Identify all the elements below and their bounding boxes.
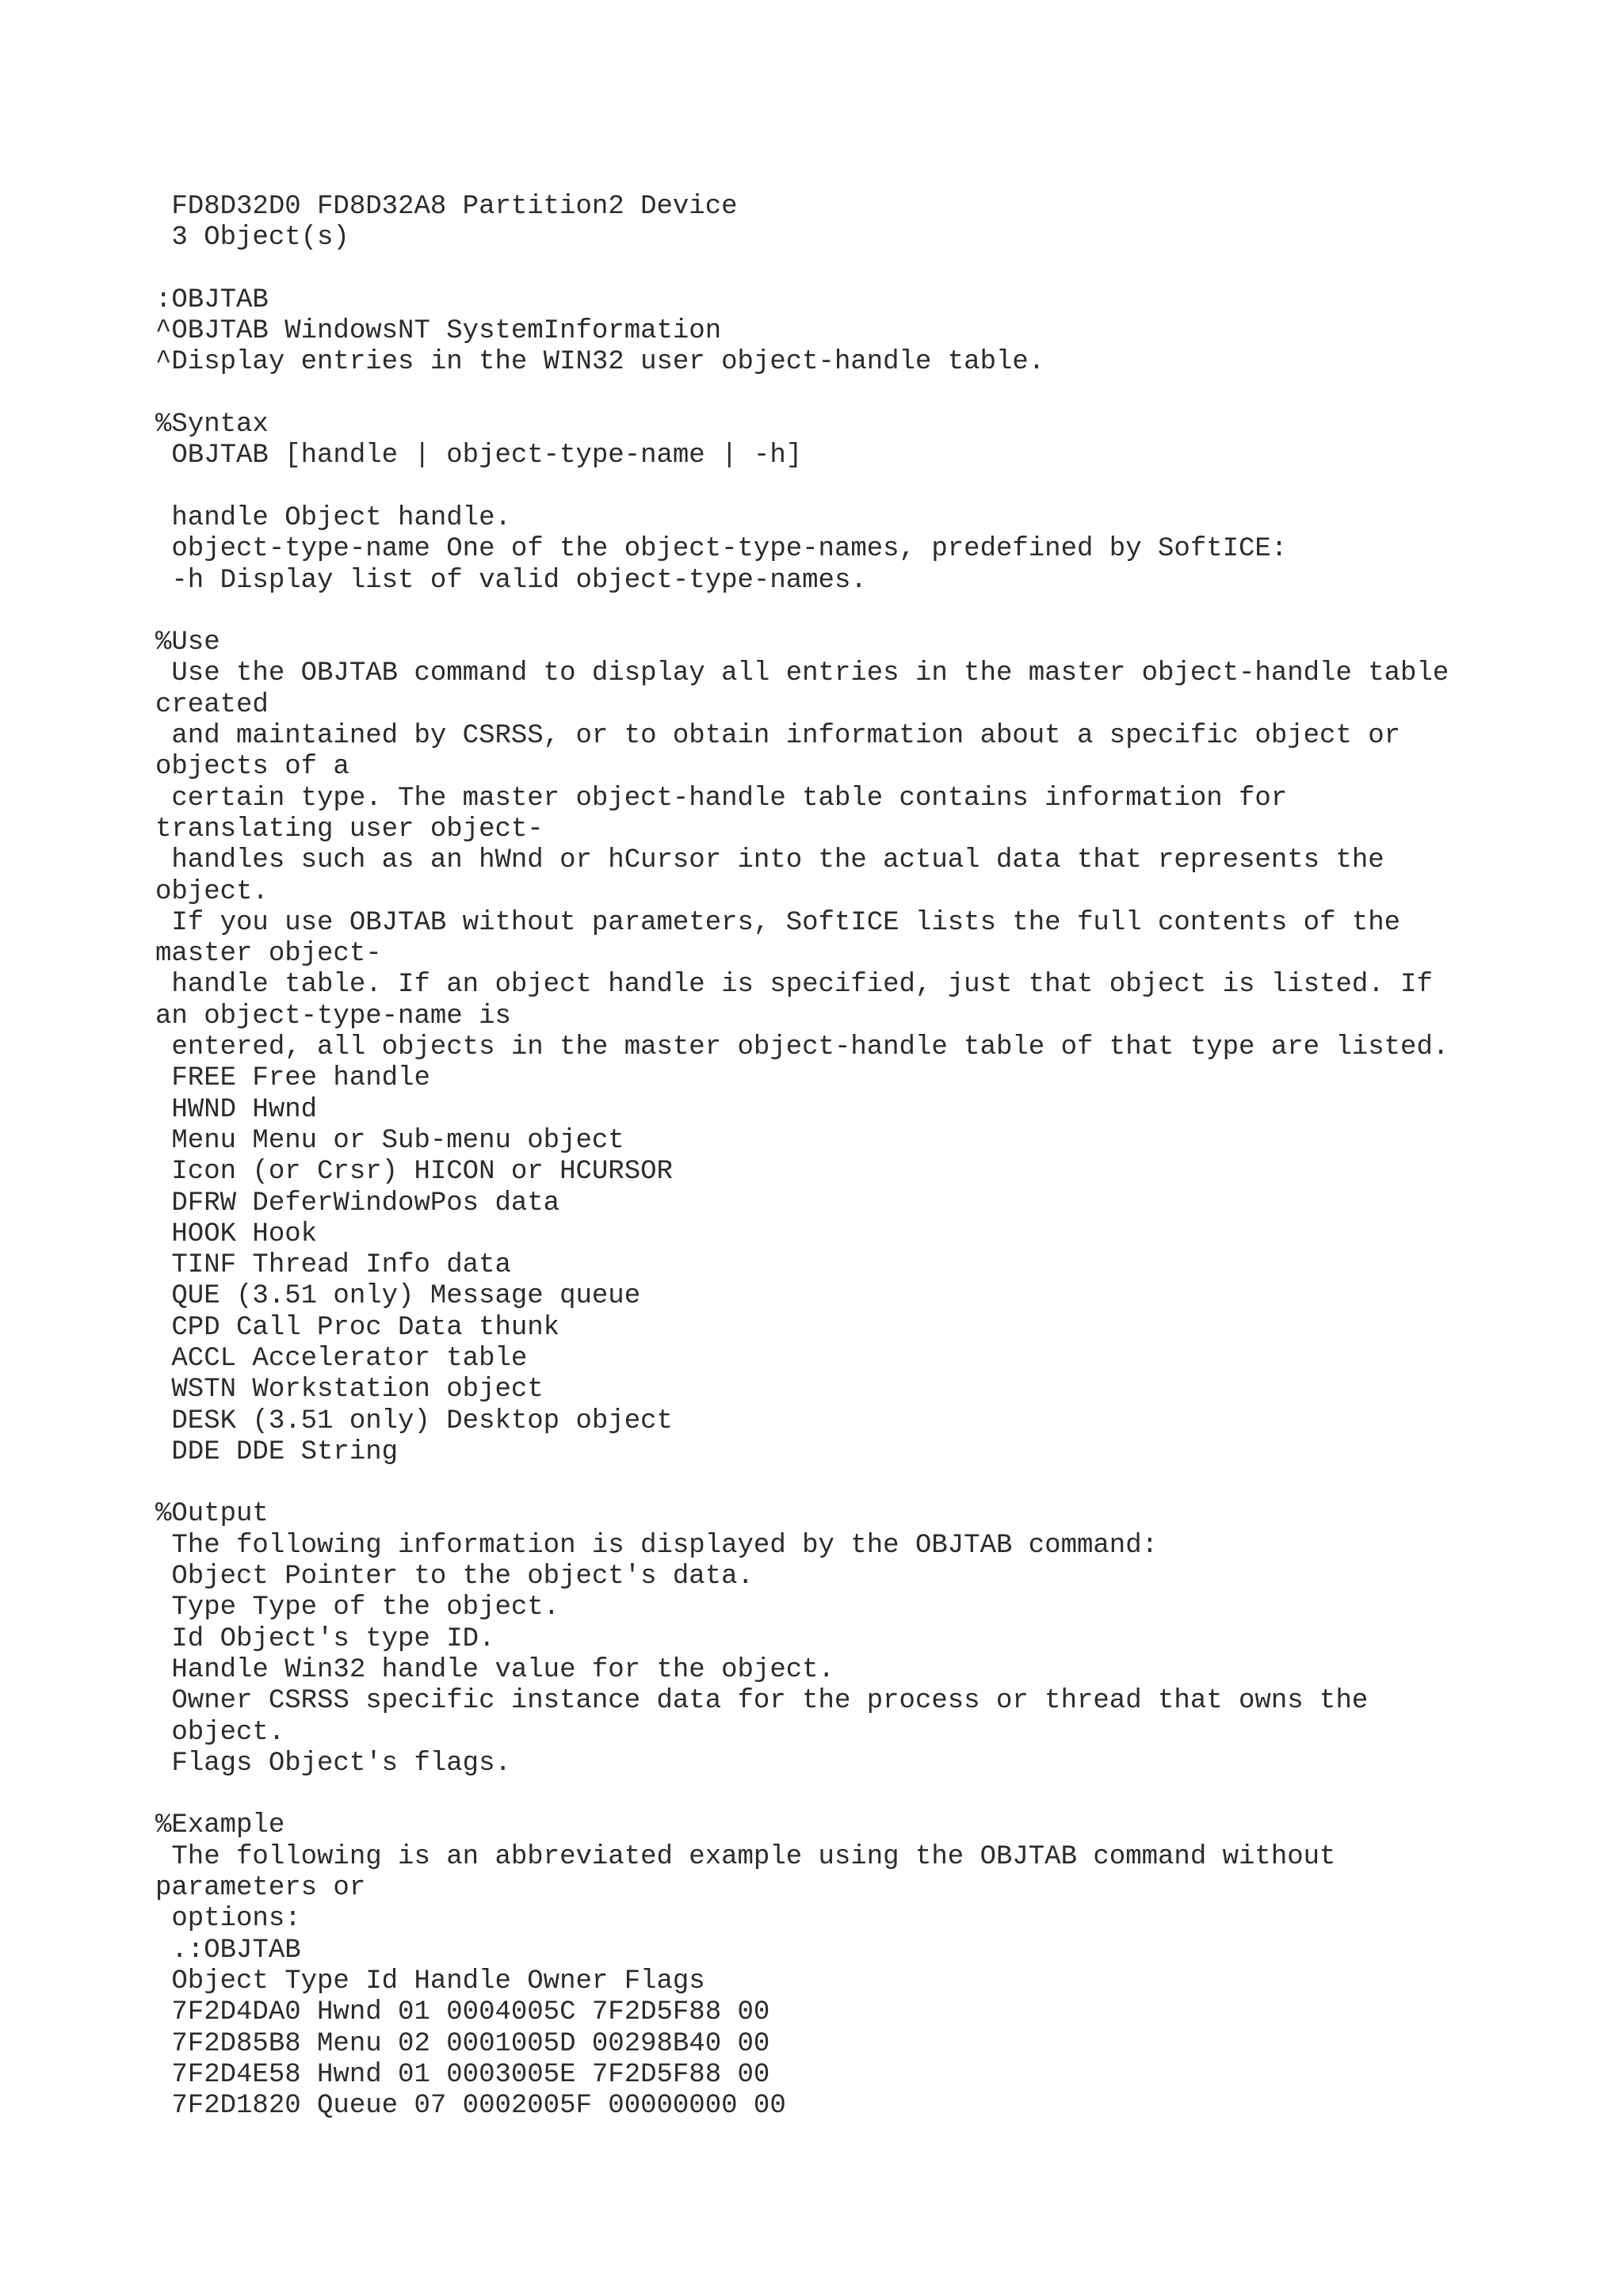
text-line: parameters or xyxy=(155,1873,366,1904)
text-line: 7F2D1820 Queue 07 0002005F 00000000 00 xyxy=(155,2091,786,2122)
text-line: objects of a xyxy=(155,752,349,783)
text-line: 7F2D85B8 Menu 02 0001005D 00298B40 00 xyxy=(155,2028,770,2059)
text-line: OBJTAB [handle | object-type-name | -h] xyxy=(155,441,803,471)
text-line: Flags Object's flags. xyxy=(155,1748,511,1779)
text-line: .:OBJTAB xyxy=(155,1935,301,1966)
section-heading: %Syntax xyxy=(155,410,269,441)
text-line: handles such as an hWnd or hCursor into the actual data that represents the xyxy=(155,845,1384,876)
section-heading: %Output xyxy=(155,1499,269,1530)
text-line: 7F2D4DA0 Hwnd 01 0004005C 7F2D5F88 00 xyxy=(155,1997,770,2028)
text-line: translating user object- xyxy=(155,814,544,845)
text-line: object. xyxy=(155,876,269,907)
text-line: DESK (3.51 only) Desktop object xyxy=(155,1405,673,1436)
text-line: HWND Hwnd xyxy=(155,1094,318,1125)
text-line: QUE (3.51 only) Message queue xyxy=(155,1281,641,1312)
command-description: ^Display entries in the WIN32 user object-handle table. xyxy=(155,347,1045,378)
text-line: 7F2D4E58 Hwnd 01 0003005E 7F2D5F88 00 xyxy=(155,2059,770,2090)
text-line: handle Object handle. xyxy=(155,502,511,533)
text-line: DDE DDE String xyxy=(155,1436,399,1467)
text-line: TINF Thread Info data xyxy=(155,1250,511,1281)
text-line: DFRW DeferWindowPos data xyxy=(155,1188,560,1219)
command-description: ^OBJTAB WindowsNT SystemInformation xyxy=(155,316,722,347)
document-body xyxy=(155,192,1582,2122)
text-line: 3 Object(s) xyxy=(155,223,349,254)
text-line: object-type-name One of the object-type-names, predefined by SoftICE: xyxy=(155,534,1288,565)
blank-line xyxy=(155,472,1582,503)
text-line: object. xyxy=(155,1717,285,1748)
text-line: certain type. The master object-handle table contains information for xyxy=(155,783,1288,814)
text-line: Use the OBJTAB command to display all entries in the master object-handle table xyxy=(155,658,1449,689)
text-line: The following information is displayed by the OBJTAB command: xyxy=(155,1530,1159,1561)
text-line: FREE Free handle xyxy=(155,1063,430,1094)
blank-line xyxy=(155,1779,1582,1810)
blank-line xyxy=(155,254,1582,285)
text-line: and maintained by CSRSS, or to obtain information about a specific object or xyxy=(155,721,1401,752)
text-line: created xyxy=(155,689,269,720)
text-line: -h Display list of valid object-type-names. xyxy=(155,565,867,596)
text-line: Owner CSRSS specific instance data for the process or thread that owns the xyxy=(155,1686,1369,1717)
text-line: options: xyxy=(155,1904,301,1935)
text-line: CPD Call Proc Data thunk xyxy=(155,1312,560,1343)
command-name: :OBJTAB xyxy=(155,284,269,315)
text-line: Menu Menu or Sub-menu object xyxy=(155,1125,624,1156)
text-line: WSTN Workstation object xyxy=(155,1375,544,1405)
text-line: FD8D32D0 FD8D32A8 Partition2 Device xyxy=(155,192,738,222)
text-line: an object-type-name is xyxy=(155,1001,511,1032)
text-line: HOOK Hook xyxy=(155,1219,318,1249)
text-line: Type Type of the object. xyxy=(155,1592,560,1623)
text-line: Id Object's type ID. xyxy=(155,1623,495,1654)
text-line: Icon (or Crsr) HICON or HCURSOR xyxy=(155,1157,673,1188)
text-line: Object Type Id Handle Owner Flags xyxy=(155,1966,705,1997)
text-line: handle table. If an object handle is specified, just that object is listed. If xyxy=(155,970,1433,1001)
blank-line xyxy=(155,1468,1582,1499)
text-line: ACCL Accelerator table xyxy=(155,1343,528,1374)
blank-line xyxy=(155,597,1582,627)
section-heading: %Example xyxy=(155,1810,285,1841)
text-line: Handle Win32 handle value for the object. xyxy=(155,1654,834,1685)
text-line: entered, all objects in the master object-handle table of that type are listed. xyxy=(155,1032,1449,1063)
text-line: The following is an abbreviated example using the OBJTAB command without xyxy=(155,1841,1336,1872)
text-line: Object Pointer to the object's data. xyxy=(155,1562,754,1592)
blank-line xyxy=(155,379,1582,410)
text-line: If you use OBJTAB without parameters, SoftICE lists the full contents of the xyxy=(155,907,1401,938)
text-line: master object- xyxy=(155,939,382,970)
section-heading: %Use xyxy=(155,627,220,658)
